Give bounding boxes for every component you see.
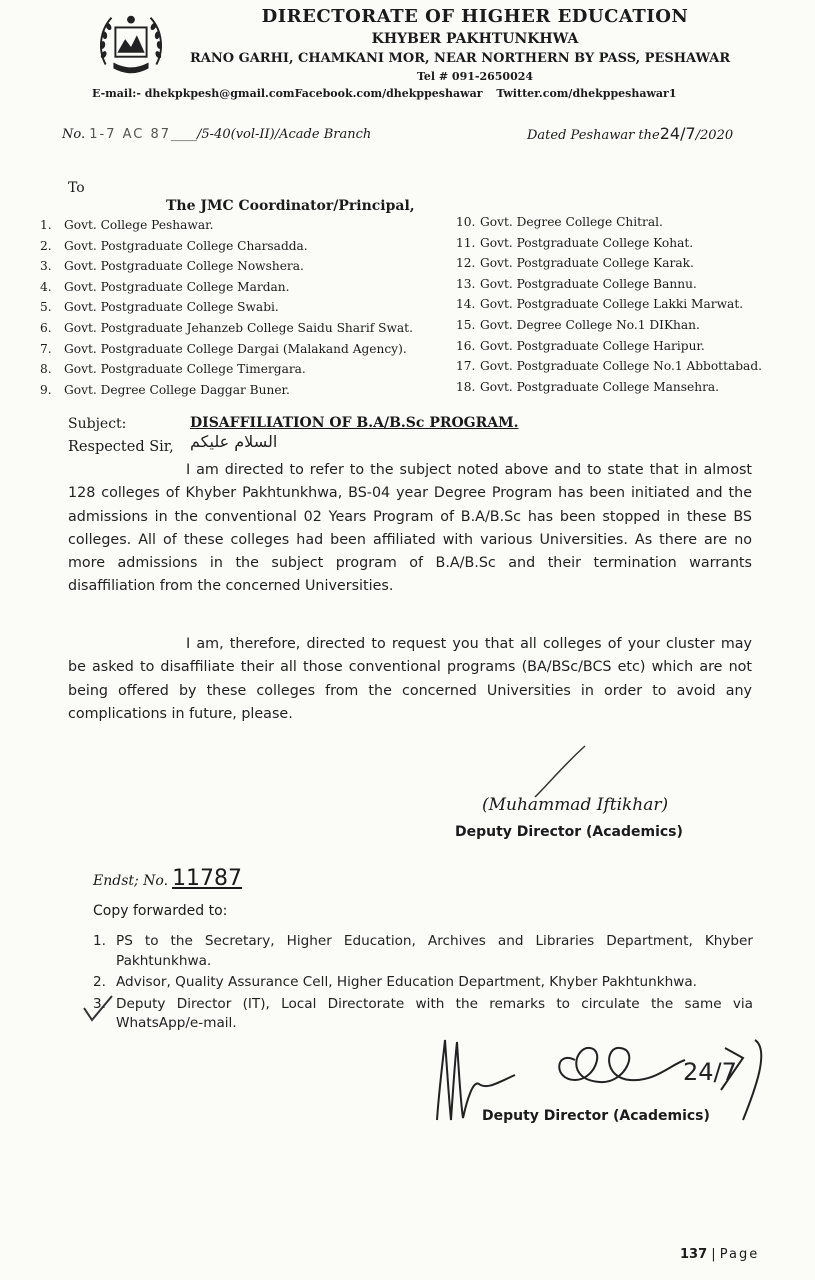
list-item: 1. Govt. College Peshawar. xyxy=(40,218,214,232)
endorsement-label: Endst; No. xyxy=(93,873,169,889)
endorsement-number xyxy=(93,866,242,891)
list-item: 16. Govt. Postgraduate College Haripur. xyxy=(456,338,705,353)
signatory-title: Deputy Director (Academics) xyxy=(455,824,683,840)
dated-year: /2020 xyxy=(695,128,734,143)
list-item: 2. Advisor, Quality Assurance Cell, Higher Education Department, Khyber Pakhtunkhwa. xyxy=(93,974,697,991)
list-item: 13. Govt. Postgraduate College Bannu. xyxy=(456,276,697,291)
signatory-name: (Muhammad Iftikhar) xyxy=(482,795,669,815)
list-item: 5. Govt. Postgraduate College Swabi. xyxy=(40,300,279,315)
list-item: 12. Govt. Postgraduate College Karak. xyxy=(456,256,694,271)
list-item: 2. Govt. Postgraduate College Charsadda. xyxy=(40,238,308,253)
list-item: 17. Govt. Postgraduate College No.1 Abbottabad. xyxy=(456,359,762,374)
list-item: 4. Govt. Postgraduate College Mardan. xyxy=(40,279,290,294)
reference-no-label: No. xyxy=(62,127,86,142)
list-item: 6. Govt. Postgraduate Jehanzeb College Saidu Sharif Swat. xyxy=(40,320,413,335)
list-item: 1. PS to the Secretary, Higher Education, Archives and Libraries Department, Khyber Pakhtunkhwa. xyxy=(93,933,753,969)
colleges-list-left xyxy=(40,218,413,403)
reference-handwritten-number: 1-7 AC 87 xyxy=(89,127,172,142)
reference-number: No. 1-7 AC 87____/5-40(vol-II)/Acade Branch xyxy=(62,127,372,142)
addressee: The JMC Coordinator/Principal, xyxy=(166,198,415,214)
list-item: 8. Govt. Postgraduate College Timergara. xyxy=(40,362,306,377)
letterhead-title: DIRECTORATE OF HIGHER EDUCATION xyxy=(261,6,689,27)
salutation: Respected Sir, xyxy=(68,439,174,455)
endorsement-handwritten-number: 11787 xyxy=(172,866,243,891)
to-label: To xyxy=(68,180,85,196)
list-item: 3. Deputy Director (IT), Local Directorate with the remarks to circulate the same via WhatsApp/e-mail. xyxy=(93,995,753,1032)
page-number xyxy=(680,1247,759,1262)
colleges-list-right xyxy=(456,215,762,400)
signatory-title-2: Deputy Director (Academics) xyxy=(482,1108,710,1124)
body-paragraph-1: I am directed to refer to the subject noted above and to state that in almost 128 colleges of Khyber Pakhtunkhwa, BS-04 year Degree Program has been initiated and the admissions in the conventional 02 Years Program of B.A/B.Sc has been stopped in these BS colleges. All of these colleges had been affiliated with various Universities. As there are no more admissions in the subject program of B.A/B.Sc and their termination warrants disaffiliation from the concerned Universities. xyxy=(68,462,752,595)
dated-label: Dated Peshawar the xyxy=(527,128,660,143)
list-item: 10. Govt. Degree College Chitral. xyxy=(456,215,663,229)
page-number-value: 137 xyxy=(680,1247,708,1262)
letterhead-province: KHYBER PAKHTUNKHWA xyxy=(371,31,579,47)
letterhead-contacts xyxy=(92,87,687,100)
page-separator: | xyxy=(707,1247,720,1262)
email-text: E-mail:- dhekpkpesh@gmail.com xyxy=(92,87,295,100)
page-label: Page xyxy=(719,1247,760,1262)
list-item: 7. Govt. Postgraduate College Dargai (Malakand Agency). xyxy=(40,341,407,356)
body-paragraph-2: I am, therefore, directed to request you that all colleges of your cluster may be asked to disaffiliate their all those conventional programs (BA/BSc/BCS etc) which are not being offered by these colleges from the concerned Universities in order to avoid any complications in future, please. xyxy=(68,636,752,722)
list-item: 9. Govt. Degree College Daggar Buner. xyxy=(40,382,290,397)
salutation-urdu-handwritten: السلام علیکم xyxy=(190,432,278,451)
reference-date xyxy=(527,124,733,143)
signature-stroke-icon xyxy=(530,742,590,802)
list-item: 11. Govt. Postgraduate College Kohat. xyxy=(456,235,694,250)
subject-label: Subject: xyxy=(68,416,127,432)
letterhead-tel: Tel # 091-2650024 xyxy=(416,70,534,83)
government-seal-icon xyxy=(92,6,170,84)
signature-date-text: 24/7 xyxy=(683,1058,737,1086)
copy-forwarded-label: Copy forwarded to: xyxy=(93,903,228,919)
list-item: 3. Govt. Postgraduate College Nowshera. xyxy=(40,259,304,274)
twitter-text: Twitter.com/dhekppeshawar1 xyxy=(496,87,677,100)
handwritten-date: 24/7 xyxy=(659,124,696,143)
subject-text: DISAFFILIATION OF B.A/B.Sc PROGRAM. xyxy=(190,415,519,431)
checkmark-icon xyxy=(80,994,116,1024)
list-item: 14. Govt. Postgraduate College Lakki Marwat. xyxy=(456,297,744,312)
facebook-text: Facebook.com/dhekppeshawar xyxy=(294,87,483,100)
list-item: 15. Govt. Degree College No.1 DIKhan. xyxy=(456,317,700,332)
list-item: 18. Govt. Postgraduate College Mansehra. xyxy=(456,379,720,394)
reference-suffix: /5-40(vol-II)/Acade Branch xyxy=(197,127,372,142)
letterhead-address: RANO GARHI, CHAMKANI MOR, NEAR NORTHERN BY PASS, PESHAWAR xyxy=(190,51,731,66)
